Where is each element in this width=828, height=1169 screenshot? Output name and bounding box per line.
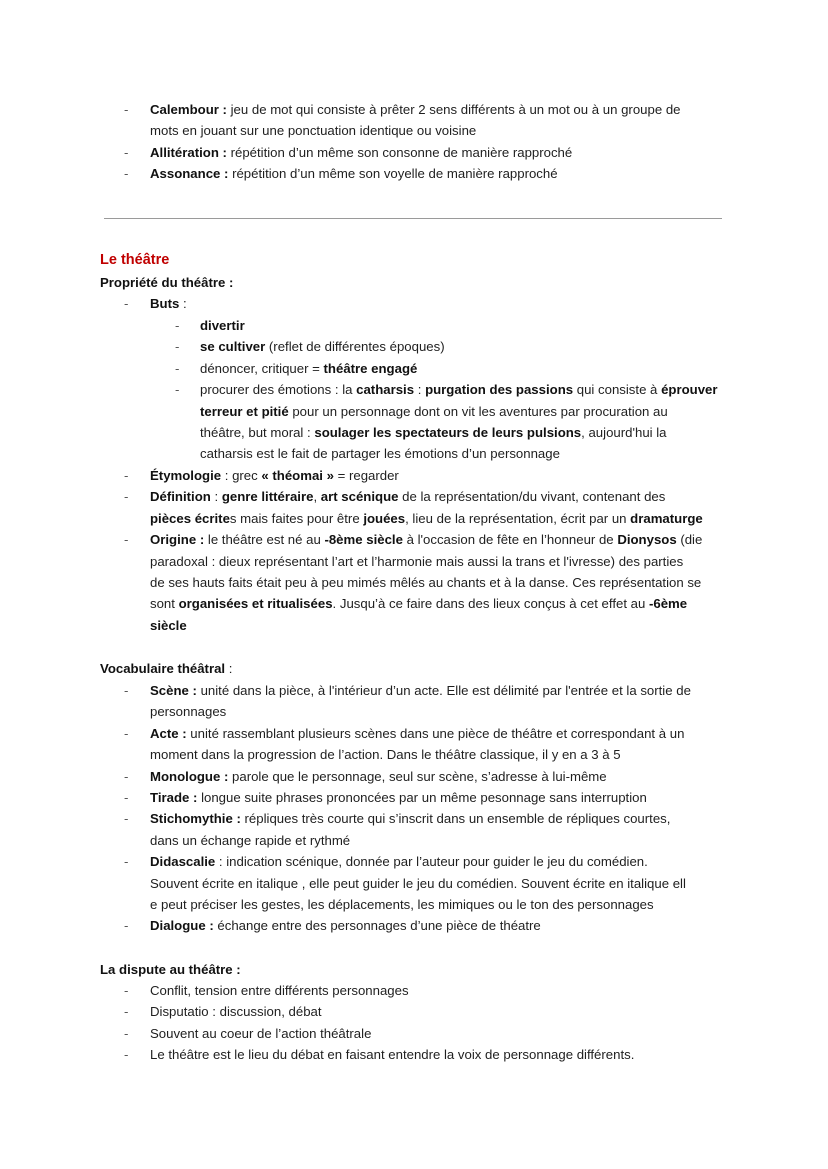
text: de la représentation/du vivant, contenant des [398,489,666,505]
bullet-dash-icon: - [124,983,129,998]
text: échange entre des personnages d’une pièce de théatre [213,918,541,934]
buts-item [200,443,560,464]
bold-text: dramaturge [630,510,703,526]
bullet-dash-icon: - [124,468,129,483]
vocab-item [150,851,648,872]
section-divider [104,218,722,219]
bold-text: Scène : [150,683,197,698]
text: (reflet de différentes époques) [265,339,445,355]
bold-text: organisées et ritualisées [178,596,333,612]
dispute-heading: La dispute au théâtre : [100,962,241,977]
text: théâtre, but moral : [200,425,315,440]
bold-text: art scénique [320,489,399,505]
text: unité rassemblant plusieurs scènes dans une pièce de théâtre et correspondant à un [186,725,685,741]
text: paradoxal : dieux représentant l’art et l’harmonie mais aussi la trans et l'ivresse) des parties [150,553,684,569]
bullet-dash-icon: - [124,854,129,870]
text: (die [676,532,703,548]
text: jeu de mot qui consiste à prêter 2 sens différents à un mot ou à un groupe de [226,102,681,117]
buts-item [200,358,417,379]
propriete-heading: Propriété du théâtre : [100,275,234,290]
bullet-dash-icon: - [124,790,129,805]
text: Conflit, tension entre différents personnages [150,983,409,998]
property-item [150,529,702,550]
bold-text: Étymologie [150,468,222,483]
bold-text: jouées [363,510,406,526]
definition-item [150,99,680,120]
text: à l'occasion de fête en l’honneur de [402,532,618,548]
bold-text: -8ème siècle [324,532,403,548]
text: moment dans la progression de l’action. Dans le théâtre classique, il y en a 3 à 5 [150,747,621,763]
bold-text: Tirade : [150,790,198,805]
text: , aujourd'hui la [581,425,667,440]
text: : [225,661,233,676]
vocab-item [150,744,621,765]
text: mots en jouant sur une ponctuation identique ou voisine [150,123,477,139]
bold-text: soulager les spectateurs de leurs pulsions [314,425,582,440]
buts-label [150,293,187,314]
vocab-item [150,723,684,744]
bullet-dash-icon: - [124,1047,129,1063]
text: Souvent au coeur de l’action théâtrale [150,1025,372,1041]
text: : [414,382,426,398]
text: : indication scénique, donnée par l’auteur pour guider le jeu du comédien. [215,854,648,870]
bold-text: pièces écrite [150,510,230,526]
bold-text: terreur et pitié [200,403,289,419]
vocab-item [150,701,226,722]
bold-text: Définition [150,489,211,505]
text: pour un personnage dont on vit les aventures par procuration au [288,403,668,419]
bold-text: Origine : [150,532,205,548]
property-item [150,508,703,529]
text: , lieu de la représentation, écrit par un [405,510,631,526]
bold-text: genre littéraire [221,489,314,505]
text: parole que le personnage, seul sur scène, s’adresse à lui-même [228,768,607,784]
vocab-item [150,808,670,829]
text: : [210,489,222,505]
property-item [150,615,187,636]
text: : grec [221,468,262,483]
bold-text: Calembour : [150,102,227,117]
buts-item [200,422,667,443]
bullet-dash-icon: - [175,382,180,398]
bold-text: Dialogue : [150,918,214,934]
bullet-dash-icon: - [124,489,129,505]
text: Le théâtre est le lieu du débat en faisant entendre la voix de personnage différents. [150,1047,635,1063]
bullet-dash-icon: - [124,683,129,698]
text: répétition d’un même son consonne de manière rapproché [226,144,573,160]
bullet-dash-icon: - [124,918,129,934]
text: , [313,489,321,505]
buts-item [200,379,718,400]
text: répétition d’un même son voyelle de manière rapproché [228,166,558,182]
vocab-item [150,787,647,808]
bullet-dash-icon: - [124,768,129,784]
bold-text: Stichomythie : [150,811,241,827]
text: e peut préciser les gestes, les déplacements, les mimiques ou le ton des personnages [150,897,654,912]
text: Souvent écrite en italique , elle peut guider le jeu du comédien. Souvent écrite en italique ell [150,875,686,891]
bold-text: Didascalie [150,854,216,870]
text: sont [150,596,179,612]
property-item [150,572,701,593]
vocab-item [150,766,607,787]
vocab-item [150,894,654,915]
text: : [179,296,187,311]
bold-text: Acte : [150,725,187,741]
bullet-dash-icon: - [124,166,129,182]
text: . Jusqu’à ce faire dans des lieux conçus à cet effet au [332,596,649,612]
bold-text: « théomai » [261,468,334,483]
dispute-item [150,1023,371,1044]
bullet-dash-icon: - [175,360,180,376]
bold-text: Buts [150,296,180,311]
bullet-dash-icon: - [124,144,129,160]
text: s mais faites pour être [229,510,364,526]
bullet-dash-icon: - [124,811,129,827]
text: le théâtre est né au [204,532,325,548]
text: catharsis est le fait de partager les émotions d’un personnage [200,446,560,462]
buts-item [200,336,445,357]
bold-text: éprouver [661,382,718,398]
definition-item [150,120,476,141]
text: unité dans la pièce, à l'intérieur d’un acte. Elle est délimité par l'entrée et la sortie de [196,683,691,698]
bold-text: purgation des passions [425,382,574,398]
property-item [150,465,399,486]
vocab-item [150,873,686,894]
text: personnages [150,704,227,720]
vocab-heading [100,658,232,679]
text: Disputatio : discussion, débat [150,1004,322,1020]
bullet-dash-icon: - [124,1004,129,1020]
definition-item [150,163,558,184]
text: dénoncer, critiquer = [200,360,324,376]
vocab-item [150,915,541,936]
text: de ses hauts faits était peu à peu mimés mêlés au chants et à la danse. Ces représentation se [150,575,702,590]
bold-text: Allitération : [150,144,227,160]
bullet-dash-icon: - [175,318,180,333]
text: répliques très courte qui s’inscrit dans un ensemble de répliques courtes, [240,811,671,827]
bold-text: catharsis [356,382,415,398]
section-title: Le théâtre [100,252,170,268]
text: longue suite phrases prononcées par un même pesonnage sans interruption [197,790,647,805]
buts-item [200,401,668,422]
bold-text: Vocabulaire théâtral [100,661,226,676]
bold-text: siècle [150,617,187,633]
dispute-item [150,1044,634,1065]
vocab-item [150,680,691,701]
bullet-dash-icon: - [124,296,129,311]
dispute-item [150,980,409,1001]
vocab-item [150,830,350,851]
bold-text: se cultiver [200,339,266,355]
bold-text: Monologue : [150,768,229,784]
bullet-dash-icon: - [124,1025,129,1041]
bold-text: Dionysos [617,532,677,548]
bold-text: divertir [200,318,245,333]
bold-text: théâtre engagé [323,360,418,376]
bullet-dash-icon: - [124,725,129,741]
property-item [150,593,687,614]
bullet-dash-icon: - [175,339,180,355]
text: qui consiste à [573,382,662,398]
property-item [150,486,665,507]
bold-text: -6ème [648,596,688,612]
definition-item [150,142,572,163]
dispute-item [150,1001,322,1022]
text: dans un échange rapide et rythmé [150,832,351,848]
text: = regarder [333,468,399,483]
property-item [150,551,683,572]
buts-item [200,315,245,336]
bullet-dash-icon: - [124,102,129,117]
bullet-dash-icon: - [124,532,129,548]
bold-text: Assonance : [150,166,229,182]
text: procurer des émotions : la [200,382,357,398]
